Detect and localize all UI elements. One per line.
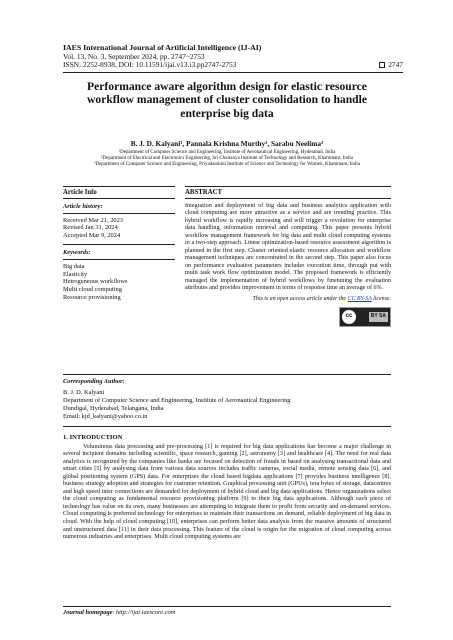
affiliations	[63, 150, 391, 169]
header-rule	[63, 72, 403, 73]
journal-header	[63, 44, 403, 73]
homepage-label: Journal homepage	[63, 609, 113, 616]
author-list: B. J. D. Kalyani¹, Pannala Krishna Murthy², Sarabu Neelima³	[130, 139, 324, 148]
oa-prefix: This is an open access article under the	[252, 295, 348, 302]
introduction-section	[63, 434, 391, 542]
abstract-text: Integration and deployment of big data and business analytics application with cloud computing are more attractive as a service and are trending practice. This hybrid workflow is rapidly increasing and will trigger a revolution for enterprise data handling, information retrieval and computing. This paper presents hybrid workflow management framework for big data and multi cloud computing systems in a two-step approach. Linear optimization-based resource assessment algorithm is planned in the first step. Cluster oriented elastic resource allocation and workflow management techniques are concentrated in the second step. This paper also focus on performance evaluation parameters includes execution time, through put with multi task work flow optimization model. The proposed framework is efficiently managed the implementation of hybrid workflows by finetuning the evaluation attributes and provides improvement in terms of response time an average of 6%.	[185, 202, 391, 291]
license-link[interactable]: CC BY-SA	[347, 295, 372, 302]
keyword-item: Resource provisioning	[63, 293, 121, 301]
page-footer: Journal homepage: http://ijai.iaescore.com	[63, 606, 391, 616]
journal-name: IAES International Journal of Artificial Intelligence (IJ-AI)	[63, 43, 262, 52]
keyword-item: Big data	[63, 262, 85, 270]
square-icon	[379, 62, 385, 68]
corresponding-details	[63, 389, 391, 421]
cc-icon: cc	[342, 310, 356, 324]
author-department: Department of Computer Science and Engineering, Institute of Aeronautical Engineering	[63, 397, 291, 404]
keywords-heading: Keywords:	[63, 249, 175, 260]
introduction-text: Voluminous data processing and pre-processing [1] is required for big data applications has become a major challenge in several incipient domains including scientific, space research, gaming [2], astronomy [3] and healthcare [4]. The need for real data analytics is recognized by the companies like banks are focused on detection of frauds in based on analysing transactional data and smart cities [5] by analysing data from various data sources includes traffic cameras, social media, remote sensing data [6], and global positioning system (GPS) data. For enterprises the cloud based bigdata applications [7] provides business intelligence [8], business strategy adoption and strategies for customer retention. Graphical processing unit (GPUs), tera bytes of storage, datacentres and high speed inter connections are demanded for deployment of hybrid cloud and big data applications. Hence organizations select the cloud computing as fundamental resource provisioning platform [9] to their big data applications. Although each piece of technology has value on its own, many businesses are attempting to integrate them to profit from security and on-demand services. Cloud computing is preferred technology for enterprises to maintain their transactions on demand, reliable deployment of big data in cloud. With the help of cloud computing [10], enterprises can perform better data analysis from the massive amounts of structured and unstructured data [11] in their data processing. This feature of the cloud is origin for the migration of cloud computing across numerous industries and enterprises. Multi cloud computing systems are	[63, 443, 391, 541]
keyword-item: Multi cloud computing	[63, 286, 122, 294]
issn-doi: ISSN: 2252-8938, DOI: 10.11591/ijai.v13.i3.pp2747-2753	[63, 60, 237, 70]
history-revised: Revised Jan 31, 2024	[63, 224, 118, 232]
introduction-heading: 1. INTRODUCTION	[63, 434, 123, 441]
article-info	[63, 186, 175, 302]
issn-row	[63, 61, 403, 70]
cc-license-badge[interactable]	[185, 307, 391, 327]
abstract-section	[185, 186, 391, 327]
paper-title: Performance aware algorithm design for elastic resource workflow management of cluster consolidation to handle enterprise big data	[87, 80, 367, 120]
author-location: Dundigal, Hyderabad, Telangana, India	[63, 405, 164, 412]
open-access-statement	[185, 296, 391, 304]
author-name: B. J. D. Kalyani	[63, 389, 105, 396]
article-info-heading: Article Info	[63, 186, 175, 199]
history-accepted: Accepted Mar 9, 2024	[63, 232, 121, 240]
section-divider	[63, 374, 391, 375]
author-email: Email: kjd_kalyani@yahoo.co.in	[63, 413, 148, 420]
history-list	[63, 217, 175, 240]
page-number: 2747	[388, 60, 403, 70]
page-info	[379, 61, 403, 70]
oa-suffix: license.	[371, 295, 391, 302]
cc-label: BY SA	[369, 312, 388, 322]
affiliation-1: ¹Department of Computer Science and Engineering, Institute of Aeronautical Engineering, Hyderabad, India	[118, 150, 336, 155]
corresponding-heading: Corresponding Author:	[63, 378, 125, 385]
keyword-item: Hetrogeneous workflows	[63, 278, 128, 286]
history-received: Received Mar 21, 2023	[63, 216, 123, 224]
corresponding-author	[63, 378, 391, 421]
keyword-item: Elasticity	[63, 270, 88, 278]
info-divider	[63, 244, 175, 245]
cc-logo	[339, 307, 391, 327]
keyword-list	[63, 263, 175, 302]
volume-info: Vol. 13, No. 3, September 2024, pp. 2747~2753	[63, 51, 205, 61]
abstract-heading: ABSTRACT	[185, 186, 391, 199]
history-heading: Article history:	[63, 203, 175, 214]
section-divider	[63, 426, 391, 427]
affiliation-3: ³Department of Computer Science and Engineering, Priyadarshini Institute of Science and Technology for Women, Khammam, India	[93, 162, 361, 168]
affiliation-2: ²Department of Electrical and Electronics Engineering, Sri Chaitanya Institute of Technology and Research, Khammam, India	[101, 156, 353, 162]
homepage-url[interactable]: http://ijai.iaescore.com	[115, 609, 176, 616]
